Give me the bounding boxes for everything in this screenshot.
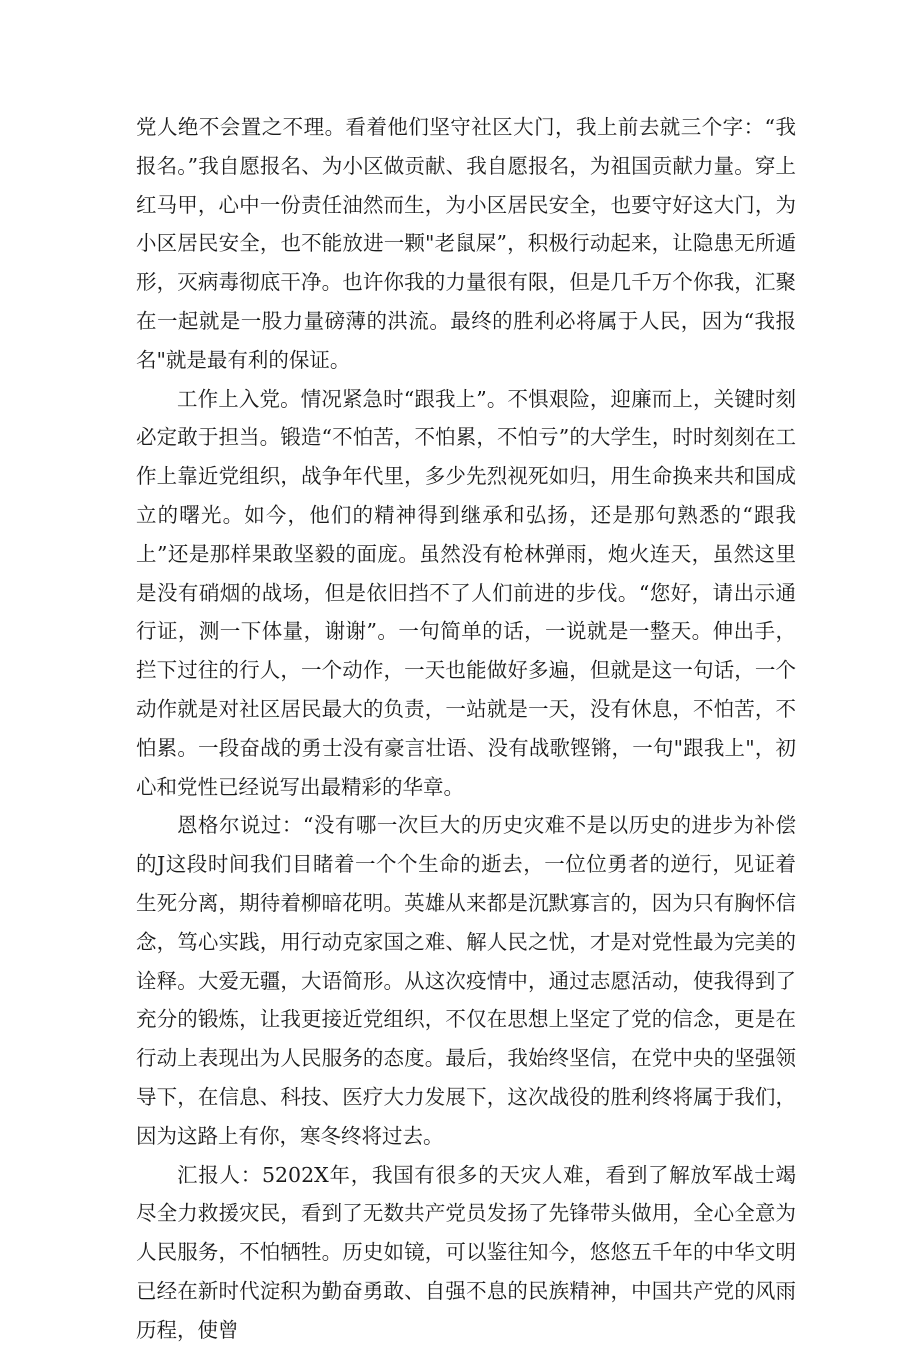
paragraph-reporter: 汇报人：5202X年，我国有很多的天灾人难，看到了解放军战士竭尽全力救援灾民，看到了无数共产党员发扬了先锋带头做用，全心全意为人民服务，不怕牺牲。历史如镜，可以鉴往知今，悠悠五千年的中华文明已经在新时代淀积为勤奋勇敢、自强不息的民族精神，中国共产党的风雨历程，使曾 xyxy=(136,1162,796,1342)
paragraph-engels-quote: 恩格尔说过：“没有哪一次巨大的历史灾难不是以历史的进步为补偿的J这段时间我们目睹着一个个生命的逝去，一位位勇者的逆行，见证着生死分离，期待着柳暗花明。英雄从来都是沉默寡言的，因为只有胸怀信念，笃心实践，用行动克家国之难、解人民之忧，才是对党性最为完美的诠释。大爱无疆，大语简形。从这次疫情中，通过志愿活动，使我得到了充分的锻炼，让我更接近党组织，不仅在思想上坚定了党的信念，更是在行动上表现出为人民服务的态度。最后，我始终坚信，在党中央的坚强领导下，在信息、科技、医疗大力发展下，这次战役的胜利终将属于我们，因为这路上有你，寒冬终将过去。 xyxy=(136,813,796,1148)
document-page xyxy=(136,108,796,1350)
paragraph-volunteer-signup: 党人绝不会置之不理。看着他们坚守社区大门，我上前去就三个字：“我报名。”我自愿报名、为小区做贡献、我自愿报名，为祖国贡献力量。穿上红马甲，心中一份责任油然而生，为小区居民安全，也要守好这大门，为小区居民安全，也不能放进一颗"老鼠屎”，积极行动起来，让隐患无所遁形，灭病毒彻底干净。也许你我的力量很有限，但是几千万个你我，汇聚在一起就是一股力量磅薄的洪流。最终的胜利必将属于人民，因为“我报名"就是最有利的保证。 xyxy=(136,115,796,372)
paragraph-follow-me: 工作上入党。情况紧急时“跟我上”。不惧艰险，迎廉而上，关键时刻必定敢于担当。锻造“不怕苦，不怕累，不怕亏”的大学生，时时刻刻在工作上靠近党组织，战争年代里，多少先烈视死如归，用生命换来共和国成立的曙光。如今，他们的精神得到继承和弘扬，还是那句熟悉的“跟我上”还是那样果敢坚毅的面庞。虽然没有枪林弹雨，炮火连天，虽然这里是没有硝烟的战场，但是依旧挡不了人们前进的步伐。“您好，请出示通行证，测一下体量，谢谢”。一句简单的话，一说就是一整天。伸出手，拦下过往的行人，一个动作，一天也能做好多遍，但就是这一句话，一个动作就是对社区居民最大的负责，一站就是一天，没有休息，不怕苦，不怕累。一段奋战的勇士没有豪言壮语、没有战歌铿锵，一句"跟我上"，初心和党性已经说写出最精彩的华章。 xyxy=(136,386,796,799)
